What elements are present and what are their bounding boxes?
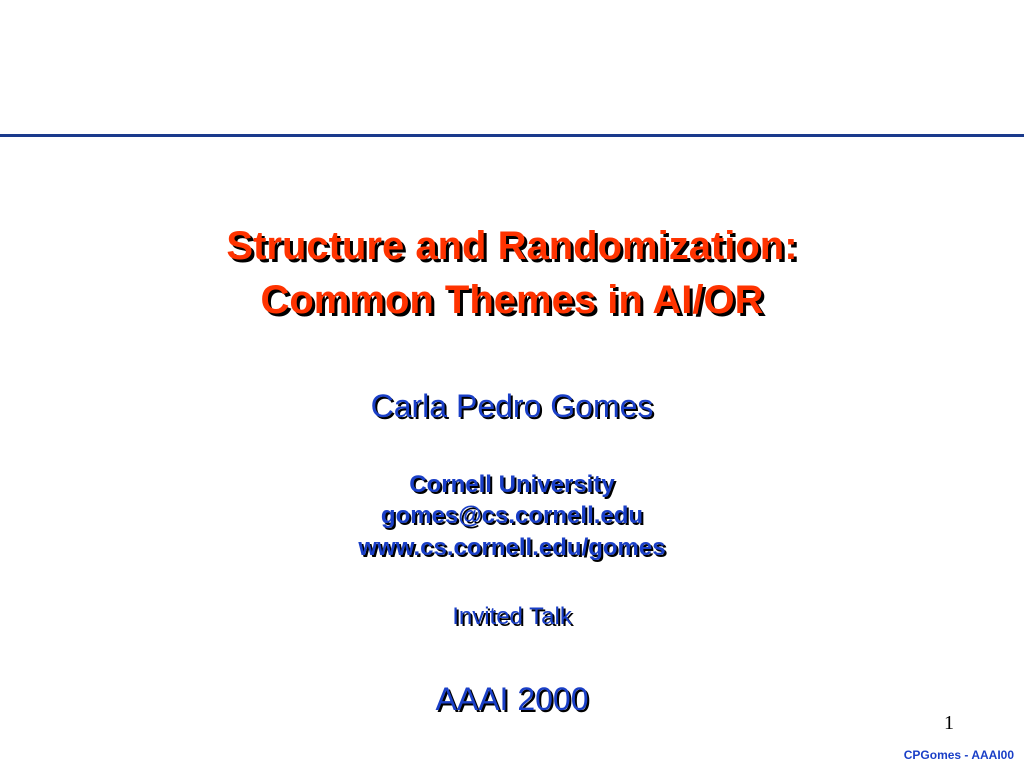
slide-title-line-1: Structure and Randomization: [226, 224, 798, 268]
conference-name: AAAI 2000 [435, 681, 589, 717]
page-number: 1 [944, 712, 954, 734]
talk-type: Invited Talk [452, 603, 572, 630]
affiliation: Cornell University [409, 471, 615, 498]
slide-title-line-2: Common Themes in AI/OR [260, 278, 764, 322]
header-divider-line [0, 134, 1024, 137]
author-name: Carla Pedro Gomes [370, 388, 654, 424]
website-url: www.cs.cornell.edu/gomes [358, 534, 666, 561]
footer-label: CPGomes - AAAI00 [903, 748, 1014, 762]
email-address: gomes@cs.cornell.edu [380, 502, 644, 529]
